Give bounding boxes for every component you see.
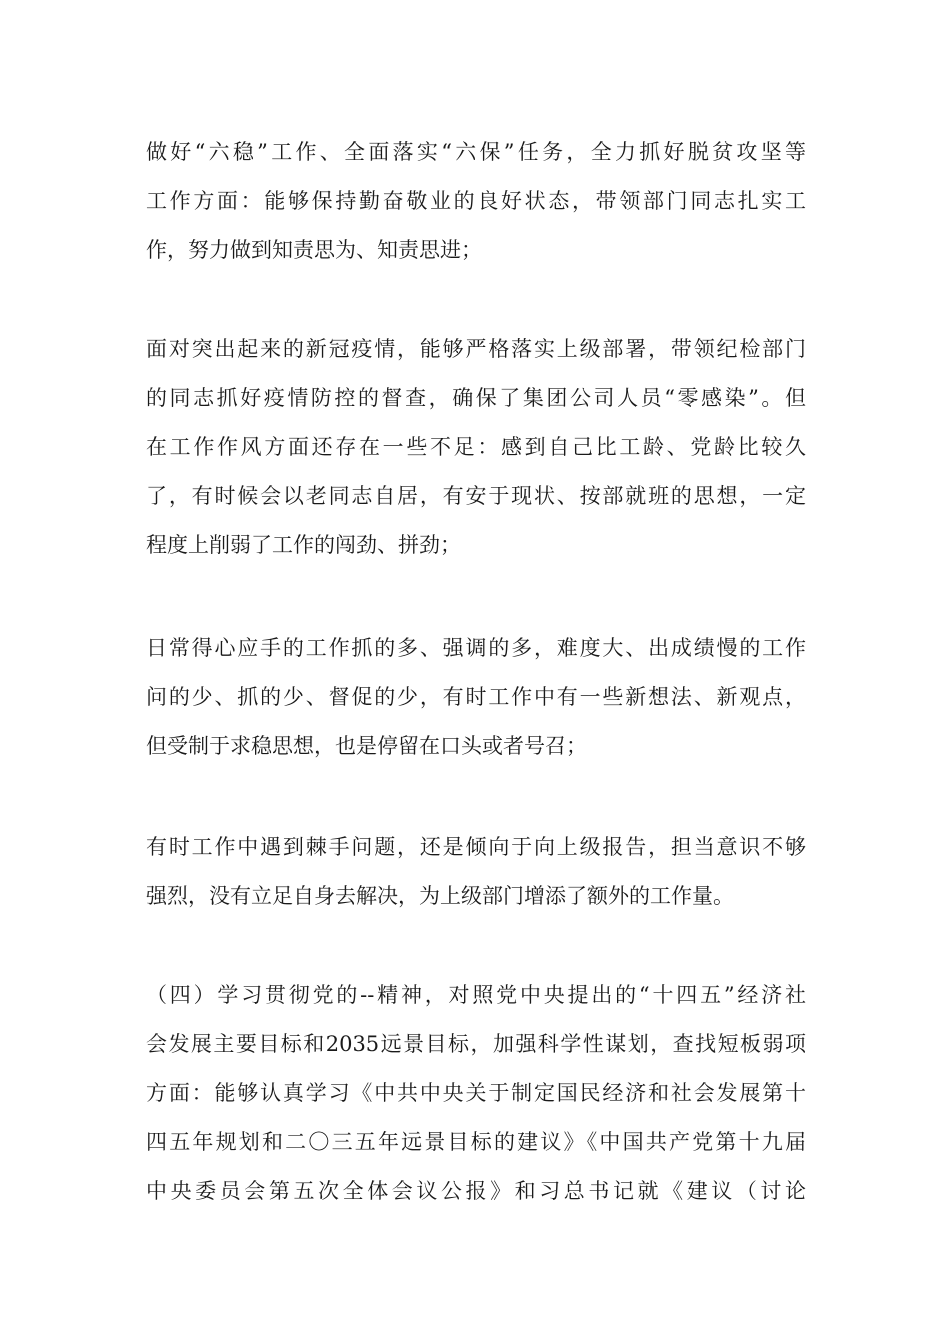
text-line: 中央委员会第五次全体会议公报》和习总书记就《建议（讨论 <box>146 1179 806 1203</box>
text-line: 程度上削弱了工作的闯劲、拼劲； <box>146 533 461 557</box>
text-line: 面对突出起来的新冠疫情，能够严格落实上级部署，带领纪检部门 <box>146 337 806 361</box>
text-line: 但受制于求稳思想，也是停留在口头或者号召； <box>146 734 587 758</box>
text-line: 的同志抓好疫情防控的督查，确保了集团公司人员“零感染”。但 <box>146 386 806 410</box>
text-line: 会发展主要目标和2035远景目标，加强科学性谋划，查找短板弱项 <box>146 1032 806 1056</box>
text-line: （四）学习贯彻党的--精神，对照党中央提出的“十四五”经济社 <box>146 983 806 1007</box>
text-line: 了，有时候会以老同志自居，有安于现状、按部就班的思想，一定 <box>146 484 806 508</box>
text-line: 做好“六稳”工作、全面落实“六保”任务，全力抓好脱贫攻坚等 <box>146 140 806 164</box>
text-line: 四五年规划和二〇三五年远景目标的建议》《中国共产党第十九届 <box>146 1130 806 1154</box>
text-line: 在工作作风方面还存在一些不足：感到自己比工龄、党龄比较久 <box>146 435 806 459</box>
text-line: 日常得心应手的工作抓的多、强调的多，难度大、出成绩慢的工作 <box>146 636 806 660</box>
text-line: 方面：能够认真学习《中共中央关于制定国民经济和社会发展第十 <box>146 1081 806 1105</box>
text-line: 问的少、抓的少、督促的少，有时工作中有一些新想法、新观点， <box>146 685 806 709</box>
text-line: 有时工作中遇到棘手问题，还是倾向于向上级报告，担当意识不够 <box>146 835 806 859</box>
text-line: 强烈，没有立足自身去解决，为上级部门增添了额外的工作量。 <box>146 884 734 908</box>
text-line: 工作方面：能够保持勤奋敬业的良好状态，带领部门同志扎实工 <box>146 189 806 213</box>
text-line: 作，努力做到知责思为、知责思进； <box>146 238 482 262</box>
